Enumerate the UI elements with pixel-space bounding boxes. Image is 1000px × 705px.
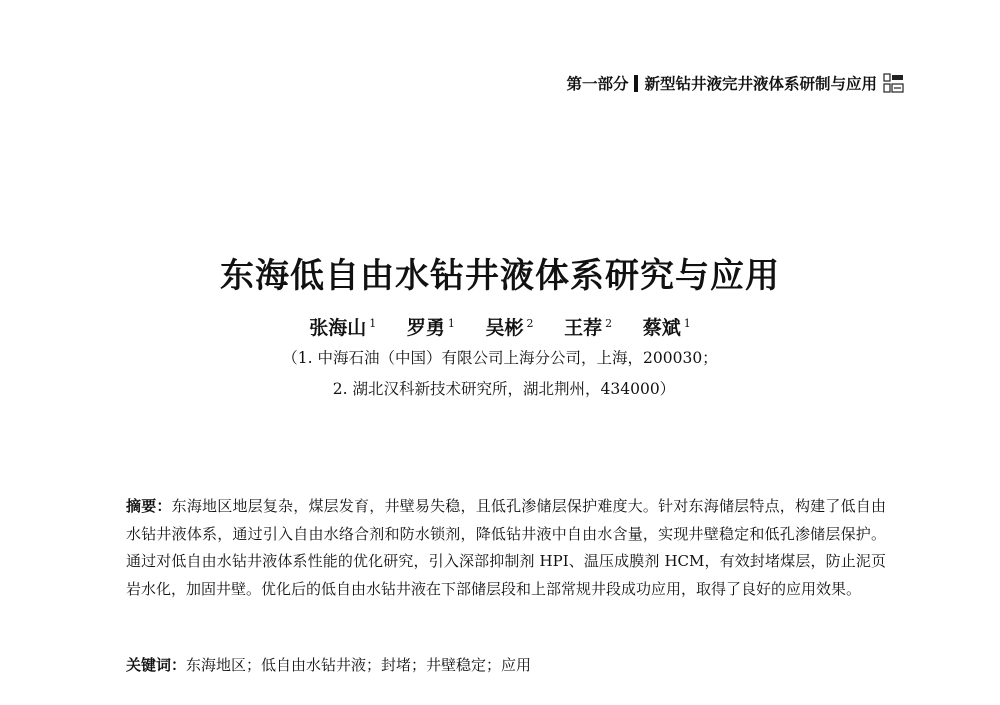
keywords-text: 东海地区；低自由水钻井液；封堵；井壁稳定；应用 xyxy=(186,656,532,674)
author: 吴彬 $^2$ xyxy=(485,317,534,339)
keywords-label: 关键词： xyxy=(126,656,187,674)
header-separator-bar xyxy=(634,75,638,92)
corner-mark-icon xyxy=(883,72,905,94)
author: 张海山 $^1$ xyxy=(309,317,377,339)
keywords xyxy=(126,654,531,675)
author-list xyxy=(0,313,1000,340)
running-header xyxy=(566,72,905,94)
author: 王荐 $^2$ xyxy=(564,317,613,339)
abstract xyxy=(126,493,886,603)
running-header-part: 第一部分 xyxy=(566,74,629,93)
affiliation-2: 2. 湖北汉科新技术研究所，湖北荆州，434000） xyxy=(332,380,676,398)
abstract-label: 摘要： xyxy=(126,497,172,515)
author: 罗勇 $^1$ xyxy=(406,317,455,339)
paper-title: 东海低自由水钻井液体系研究与应用 xyxy=(220,256,780,296)
running-header-title: 新型钻井液完井液体系研制与应用 xyxy=(644,74,877,93)
abstract-text: 东海地区地层复杂，煤层发育，井壁易失稳，且低孔渗储层保护难度大。针对东海储层特点，构建了低自由水钻井液体系，通过引入自由水络合剂和防水锁剂，降低钻井液中自由水含量，实现井壁稳定和低孔渗储层保护。通过对低自由水钻井液体系性能的优化研究，引入深部抑制剂 HPI、温压成膜剂 HCM，有效封堵煤层，防止泥页岩水化，加固井壁。优化后的低自由水钻井液在下部储层段和上部常规井段成功应用，取得了良好的应用效果。 xyxy=(126,497,886,598)
author: 蔡斌 $^1$ xyxy=(642,317,691,339)
affiliation-1: （1. 中海石油（中国）有限公司上海分公司，上海，200030； xyxy=(282,349,718,367)
